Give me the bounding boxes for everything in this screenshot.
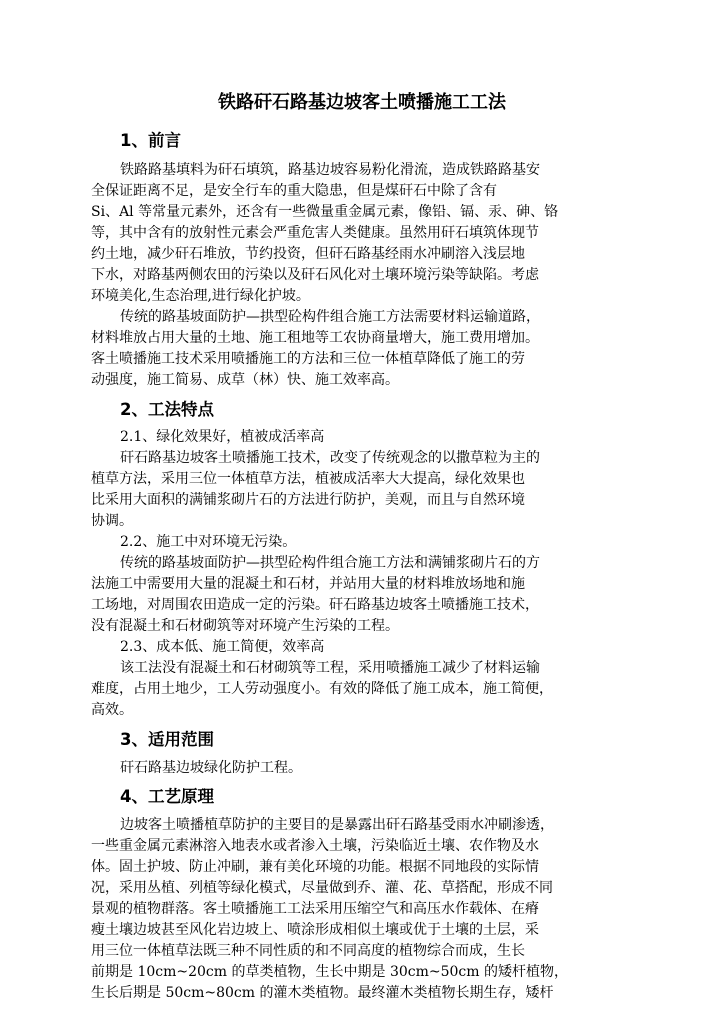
paragraph-line: 比采用大面积的满铺浆砌片石的方法进行防护，美观，而且与自然环境 [91, 492, 525, 508]
paragraph-line: 铁路路基填料为矸石填筑，路基边坡容易粉化滑流，造成铁路路基安 [120, 162, 540, 178]
paragraph-line: 客土喷播施工技术采用喷播施工的方法和三位一体植草降低了施工的劳 [91, 351, 525, 367]
paragraph-line: 景观的植物群落。客土喷播施工工法采用压缩空气和高压水作载体、在瘠 [91, 901, 539, 917]
section-heading-1: 1、前言 [120, 131, 181, 150]
paragraph-line: 矸石路基边坡客土喷播施工技术，改变了传统观念的以撒草粒为主的 [120, 450, 540, 466]
paragraph-line: 一些重金属元素淋溶入地表水或者渗入土壤，污染临近土壤、农作物及水 [91, 838, 539, 854]
subheading-line: 2.2、施工中对环境无污染。 [120, 534, 297, 550]
paragraph-line: 等，其中含有的放射性元素会严重危害人类健康。虽然用矸石填筑体现节 [91, 225, 539, 241]
subheading-line: 2.3、成本低、施工简便，效率高 [120, 639, 325, 655]
paragraph-line: 前期是 10cm~20cm 的草类植物，生长中期是 30cm~50cm 的矮杆植物， [91, 964, 568, 980]
paragraph-line: 下水，对路基两侧农田的污染以及矸石风化对土壤环境污染等缺陷。考虑 [91, 267, 539, 283]
paragraph-line: 用三位一体植草法既三种不同性质的和不同高度的植物综合而成，生长 [91, 943, 525, 959]
paragraph-line: Si、Al 等常量元素外，还含有一些微量重金属元素，像铅、镉、汞、砷、铬 [91, 204, 559, 220]
paragraph-line: 约土地，减少矸石堆放，节约投资，但矸石路基经雨水冲刷溶入浅层地 [91, 246, 525, 262]
paragraph-line: 传统的路基坡面防护—拱型砼构件组合施工方法和满铺浆砌片石的方 [120, 555, 540, 571]
paragraph-line: 瘦土壤边坡甚至风化岩边坡上、喷涂形成相似土壤或优于土壤的土层，采 [91, 922, 539, 938]
section-heading-2: 2、工法特点 [120, 400, 214, 419]
paragraph-line: 材料堆放占用大量的土地、施工租地等工农协商量增大，施工费用增加。 [91, 330, 539, 346]
paragraph-line: 况，采用丛植、列植等绿化模式，尽量做到乔、灌、花、草搭配，形成不同 [91, 880, 553, 896]
section-heading-4: 4、工艺原理 [120, 787, 214, 806]
paragraph-line: 高效。 [91, 702, 133, 718]
paragraph-line: 环境美化,生态治理,进行绿化护坡。 [91, 288, 310, 304]
paragraph-line: 全保证距离不足，是安全行车的重大隐患，但是煤矸石中除了含有 [91, 183, 497, 199]
subheading-line: 2.1、绿化效果好，植被成活率高 [120, 429, 325, 445]
paragraph-line: 工场地，对周围农田造成一定的污染。矸石路基边坡客土喷播施工技术， [91, 597, 539, 613]
paragraph-line: 难度，占用土地少，工人劳动强度小。有效的降低了施工成本，施工简便， [91, 681, 553, 697]
paragraph-line: 没有混凝土和石材砌筑等对环境产生污染的工程。 [91, 618, 399, 634]
paragraph-line: 植草方法，采用三位一体植草方法，植被成活率大大提高，绿化效果也 [91, 471, 525, 487]
section-heading-3: 3、适用范围 [120, 730, 214, 749]
paragraph-line: 动强度，施工简易、成草（林）快、施工效率高。 [91, 372, 399, 388]
paragraph-line: 边坡客土喷播植草防护的主要目的是暴露出矸石路基受雨水冲刷渗透， [120, 817, 554, 833]
paragraph-line: 体。固土护坡、防止冲刷，兼有美化环境的功能。根据不同地段的实际情 [91, 859, 539, 875]
paragraph-line: 法施工中需要用大量的混凝土和石材，并站用大量的材料堆放场地和施 [91, 576, 525, 592]
paragraph-line: 协调。 [91, 513, 133, 529]
document-title: 铁路矸石路基边坡客土喷播施工工法 [218, 92, 506, 113]
paragraph-line: 生长后期是 50cm~80cm 的灌木类植物。最终灌木类植物长期生存，矮杆 [91, 985, 554, 1001]
paragraph-line: 该工法没有混凝土和石材砌筑等工程，采用喷播施工减少了材料运输 [120, 660, 540, 676]
paragraph-line: 传统的路基坡面防护—拱型砼构件组合施工方法需要材料运输道路， [120, 309, 540, 325]
paragraph-line: 矸石路基边坡绿化防护工程。 [120, 760, 302, 776]
